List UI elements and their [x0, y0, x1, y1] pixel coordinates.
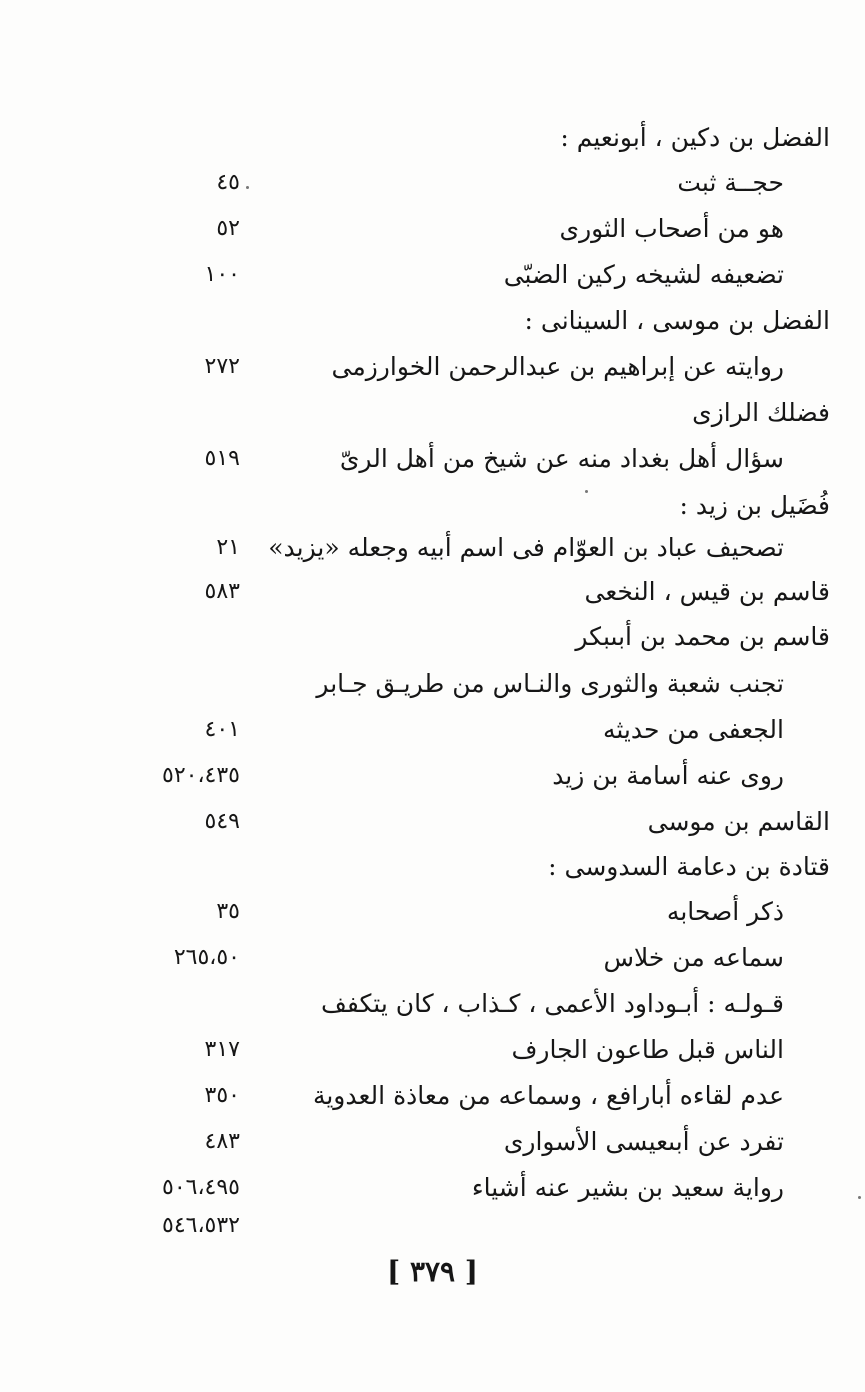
index-entry — [110, 525, 830, 571]
index-entry — [110, 799, 830, 845]
entry-page: ٣٥ — [216, 899, 240, 924]
entry-page: ١٠٠ — [204, 262, 240, 287]
index-entry — [110, 390, 830, 436]
entry-text: تفرد عن أبىعيسى الأسوارى — [503, 1127, 784, 1156]
entry-page: ٢٧٢ — [204, 354, 240, 379]
entry-page: ٥٤٩ — [204, 809, 240, 834]
entry-text: رواية سعيد بن بشير عنه أشياء — [471, 1173, 784, 1202]
entry-text: حجــة ثبت — [677, 168, 784, 197]
entry-text: الجعفى من حديثه — [602, 715, 784, 744]
entry-text: قـولـه : أبـوداود الأعمى ، كـذاب ، كان يتكفف — [320, 989, 784, 1018]
entry-text: تجنب شعبة والثورى والنـاس من طريـق جـابر — [316, 669, 784, 698]
index-entry — [110, 1027, 830, 1073]
index-entry — [110, 844, 830, 890]
index-entry — [110, 252, 830, 298]
index-entry — [110, 935, 830, 981]
entry-page: ٥٨٣ — [204, 579, 240, 604]
entry-page: ٣٥٠ — [204, 1083, 240, 1108]
index-entry — [110, 344, 830, 390]
entry-page: ٥١٩ — [204, 446, 240, 471]
entry-text: سماعه من خلاس — [603, 943, 784, 972]
entry-page: ٤٨٣ — [204, 1129, 240, 1154]
entry-text: فُضَيل بن زيد : — [679, 491, 830, 520]
page-number: [ ٣٧٩ ] — [386, 1255, 479, 1288]
index-entry — [110, 483, 830, 529]
index-entry — [110, 1119, 830, 1165]
index-entry — [110, 436, 830, 482]
paper-speck — [585, 490, 588, 493]
entry-text: عدم لقاءه أبارافع ، وسماعه من معاذة العدوية — [312, 1081, 784, 1110]
entry-text: الفضل بن موسى ، السينانى : — [524, 306, 830, 335]
entry-page: ٢١ — [216, 535, 240, 560]
index-entry — [110, 753, 830, 799]
index-entry — [110, 206, 830, 252]
entry-text: تضعيفه لشيخه ركين الضبّى — [503, 260, 784, 289]
entry-page: ٤٠١ — [204, 717, 240, 742]
index-entry — [110, 707, 830, 753]
entry-text: الفضل بن دكين ، أبونعيم : — [560, 123, 830, 152]
entry-text: ذكر أصحابه — [666, 897, 784, 926]
index-entry — [110, 661, 830, 707]
index-entry — [110, 889, 830, 935]
entry-page: ٢٦٥،٥٠ — [173, 945, 240, 970]
entry-page: ٥٠٦،٤٩٥ — [162, 1175, 240, 1200]
index-entry — [110, 115, 830, 161]
entry-page: ٣١٧ — [204, 1037, 240, 1062]
entry-page: ٥٢ — [216, 216, 240, 241]
index-entry — [110, 160, 830, 206]
index-entry — [110, 614, 830, 660]
index-entry — [110, 298, 830, 344]
entry-text: تصحيف عباد بن العوّام فى اسم أبيه وجعله «يزيد» — [268, 533, 784, 562]
entry-page: ٥٤٦،٥٣٢ — [162, 1213, 240, 1238]
entry-page: ٥٢٠،٤٣٥ — [162, 763, 240, 788]
index-entry — [110, 569, 830, 615]
entry-page: ٤٥ — [216, 170, 240, 195]
entry-text: قاسم بن قيس ، النخعى — [584, 577, 830, 606]
entry-text: القاسم بن موسى — [647, 807, 830, 836]
entry-text: روايته عن إبراهيم بن عبدالرحمن الخوارزمى — [331, 352, 784, 381]
paper-speck — [246, 186, 249, 189]
index-entry — [110, 981, 830, 1027]
entry-text: روى عنه أسامة بن زيد — [552, 761, 784, 790]
entry-text: سؤال أهل بغداد منه عن شيخ من أهل الرىّ — [339, 444, 784, 473]
entry-text: الناس قبل طاعون الجارف — [511, 1035, 784, 1064]
index-entry — [110, 1203, 830, 1249]
index-entry — [110, 1073, 830, 1119]
entry-text: قاسم بن محمد بن أبىبكر — [575, 622, 830, 651]
paper-speck — [858, 1196, 861, 1199]
entry-text: فضلك الرازى — [692, 398, 830, 427]
entry-text: قتادة بن دعامة السدوسى : — [548, 852, 830, 881]
entry-text: هو من أصحاب الثورى — [559, 214, 784, 243]
